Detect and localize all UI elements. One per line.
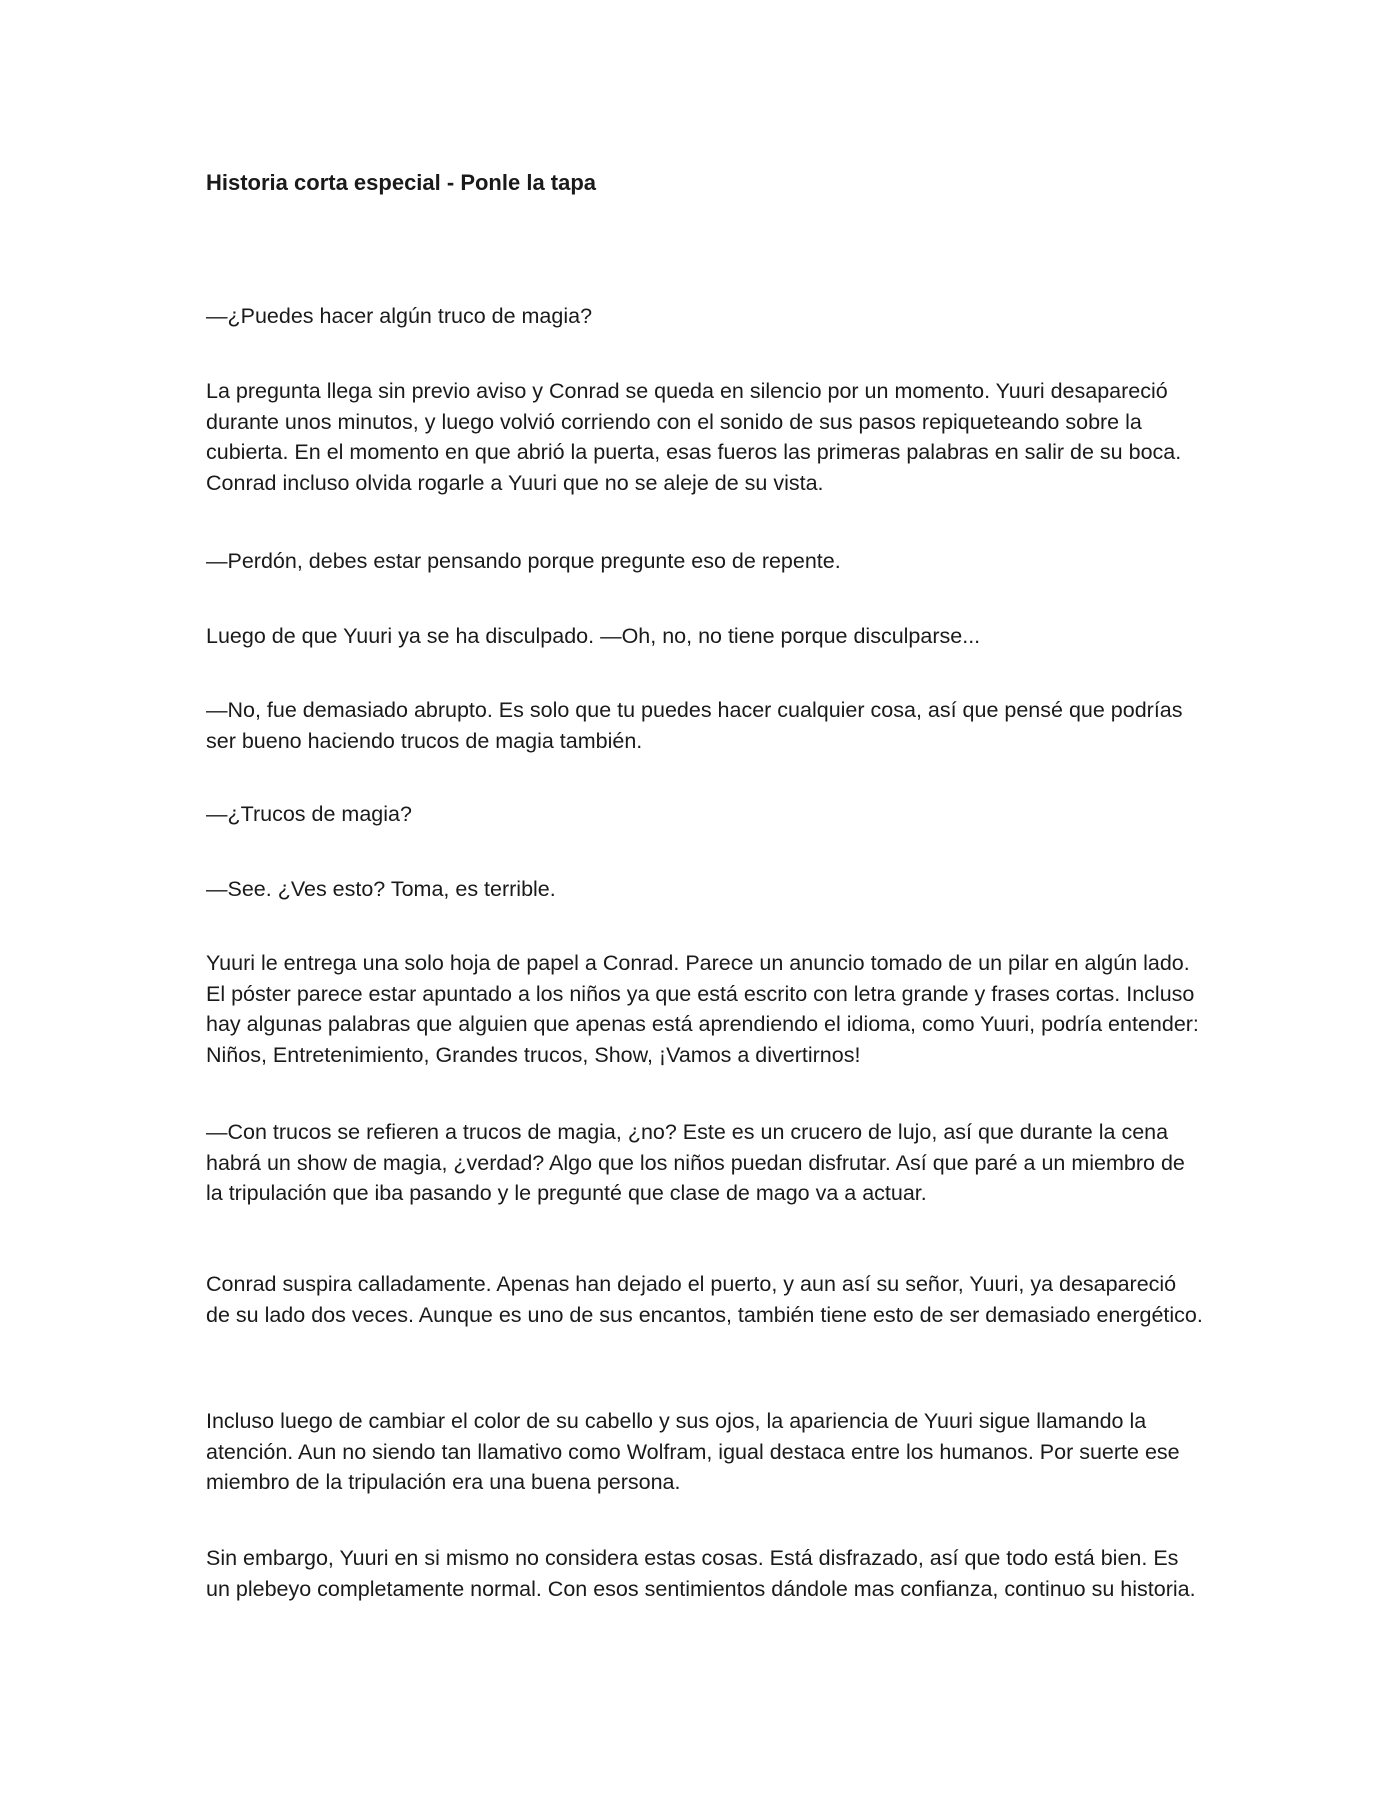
paragraph: Luego de que Yuuri ya se ha disculpado. —Oh, no, no tiene porque disculparse... — [206, 624, 981, 648]
paragraph: Sin embargo, Yuuri en si mismo no considera estas cosas. Está disfrazado, así que todo está bien. Es un plebeyo completamente normal. Con esos sentimientos dándole mas confianza, continuo su historia. — [206, 1546, 1196, 1601]
paragraph: —Con trucos se refieren a trucos de magia, ¿no? Este es un crucero de lujo, así que durante la cena habrá un show de magia, ¿verdad? Algo que los niños puedan disfrutar. Así que paré a un miembro de la tripulación que iba pasando y le pregunté que clase de mago va a actuar. — [206, 1120, 1185, 1205]
paragraph: —¿Puedes hacer algún truco de magia? — [206, 304, 593, 328]
paragraph: —No, fue demasiado abrupto. Es solo que tu puedes hacer cualquier cosa, así que pensé que podrías ser bueno haciendo trucos de magia también. — [206, 698, 1183, 753]
paragraph: —Perdón, debes estar pensando porque pregunte eso de repente. — [206, 549, 841, 573]
paragraph: —¿Trucos de magia? — [206, 802, 412, 826]
document-title: Historia corta especial - Ponle la tapa — [206, 170, 597, 195]
paragraph: Conrad suspira calladamente. Apenas han dejado el puerto, y aun así su señor, Yuuri, ya desapareció de su lado dos veces. Aunque es uno de sus encantos, también tiene esto de ser demasiado energético. — [206, 1272, 1203, 1327]
paragraph: Yuuri le entrega una solo hoja de papel a Conrad. Parece un anuncio tomado de un pilar en algún lado. El póster parece estar apuntado a los niños ya que está escrito con letra grande y frases cortas. Incluso hay algunas palabras que alguien que apenas está aprendiendo el idioma, como Yuuri, podría entender: Niños, Entretenimiento, Grandes trucos, Show, ¡Vamos a divertirnos! — [206, 951, 1199, 1067]
paragraph: —See. ¿Ves esto? Toma, es terrible. — [206, 877, 556, 901]
paragraph: La pregunta llega sin previo aviso y Conrad se queda en silencio por un momento. Yuuri desapareció durante unos minutos, y luego volvió corriendo con el sonido de sus pasos repiqueteando sobre la cubierta. En el momento en que abrió la puerta, esas fueros las primeras palabras en salir de su boca. Conrad incluso olvida rogarle a Yuuri que no se aleje de su vista. — [206, 379, 1182, 495]
paragraph: Incluso luego de cambiar el color de su cabello y sus ojos, la apariencia de Yuuri sigue llamando la atención. Aun no siendo tan llamativo como Wolfram, igual destaca entre los humanos. Por suerte ese miembro de la tripulación era una buena persona. — [206, 1409, 1180, 1494]
